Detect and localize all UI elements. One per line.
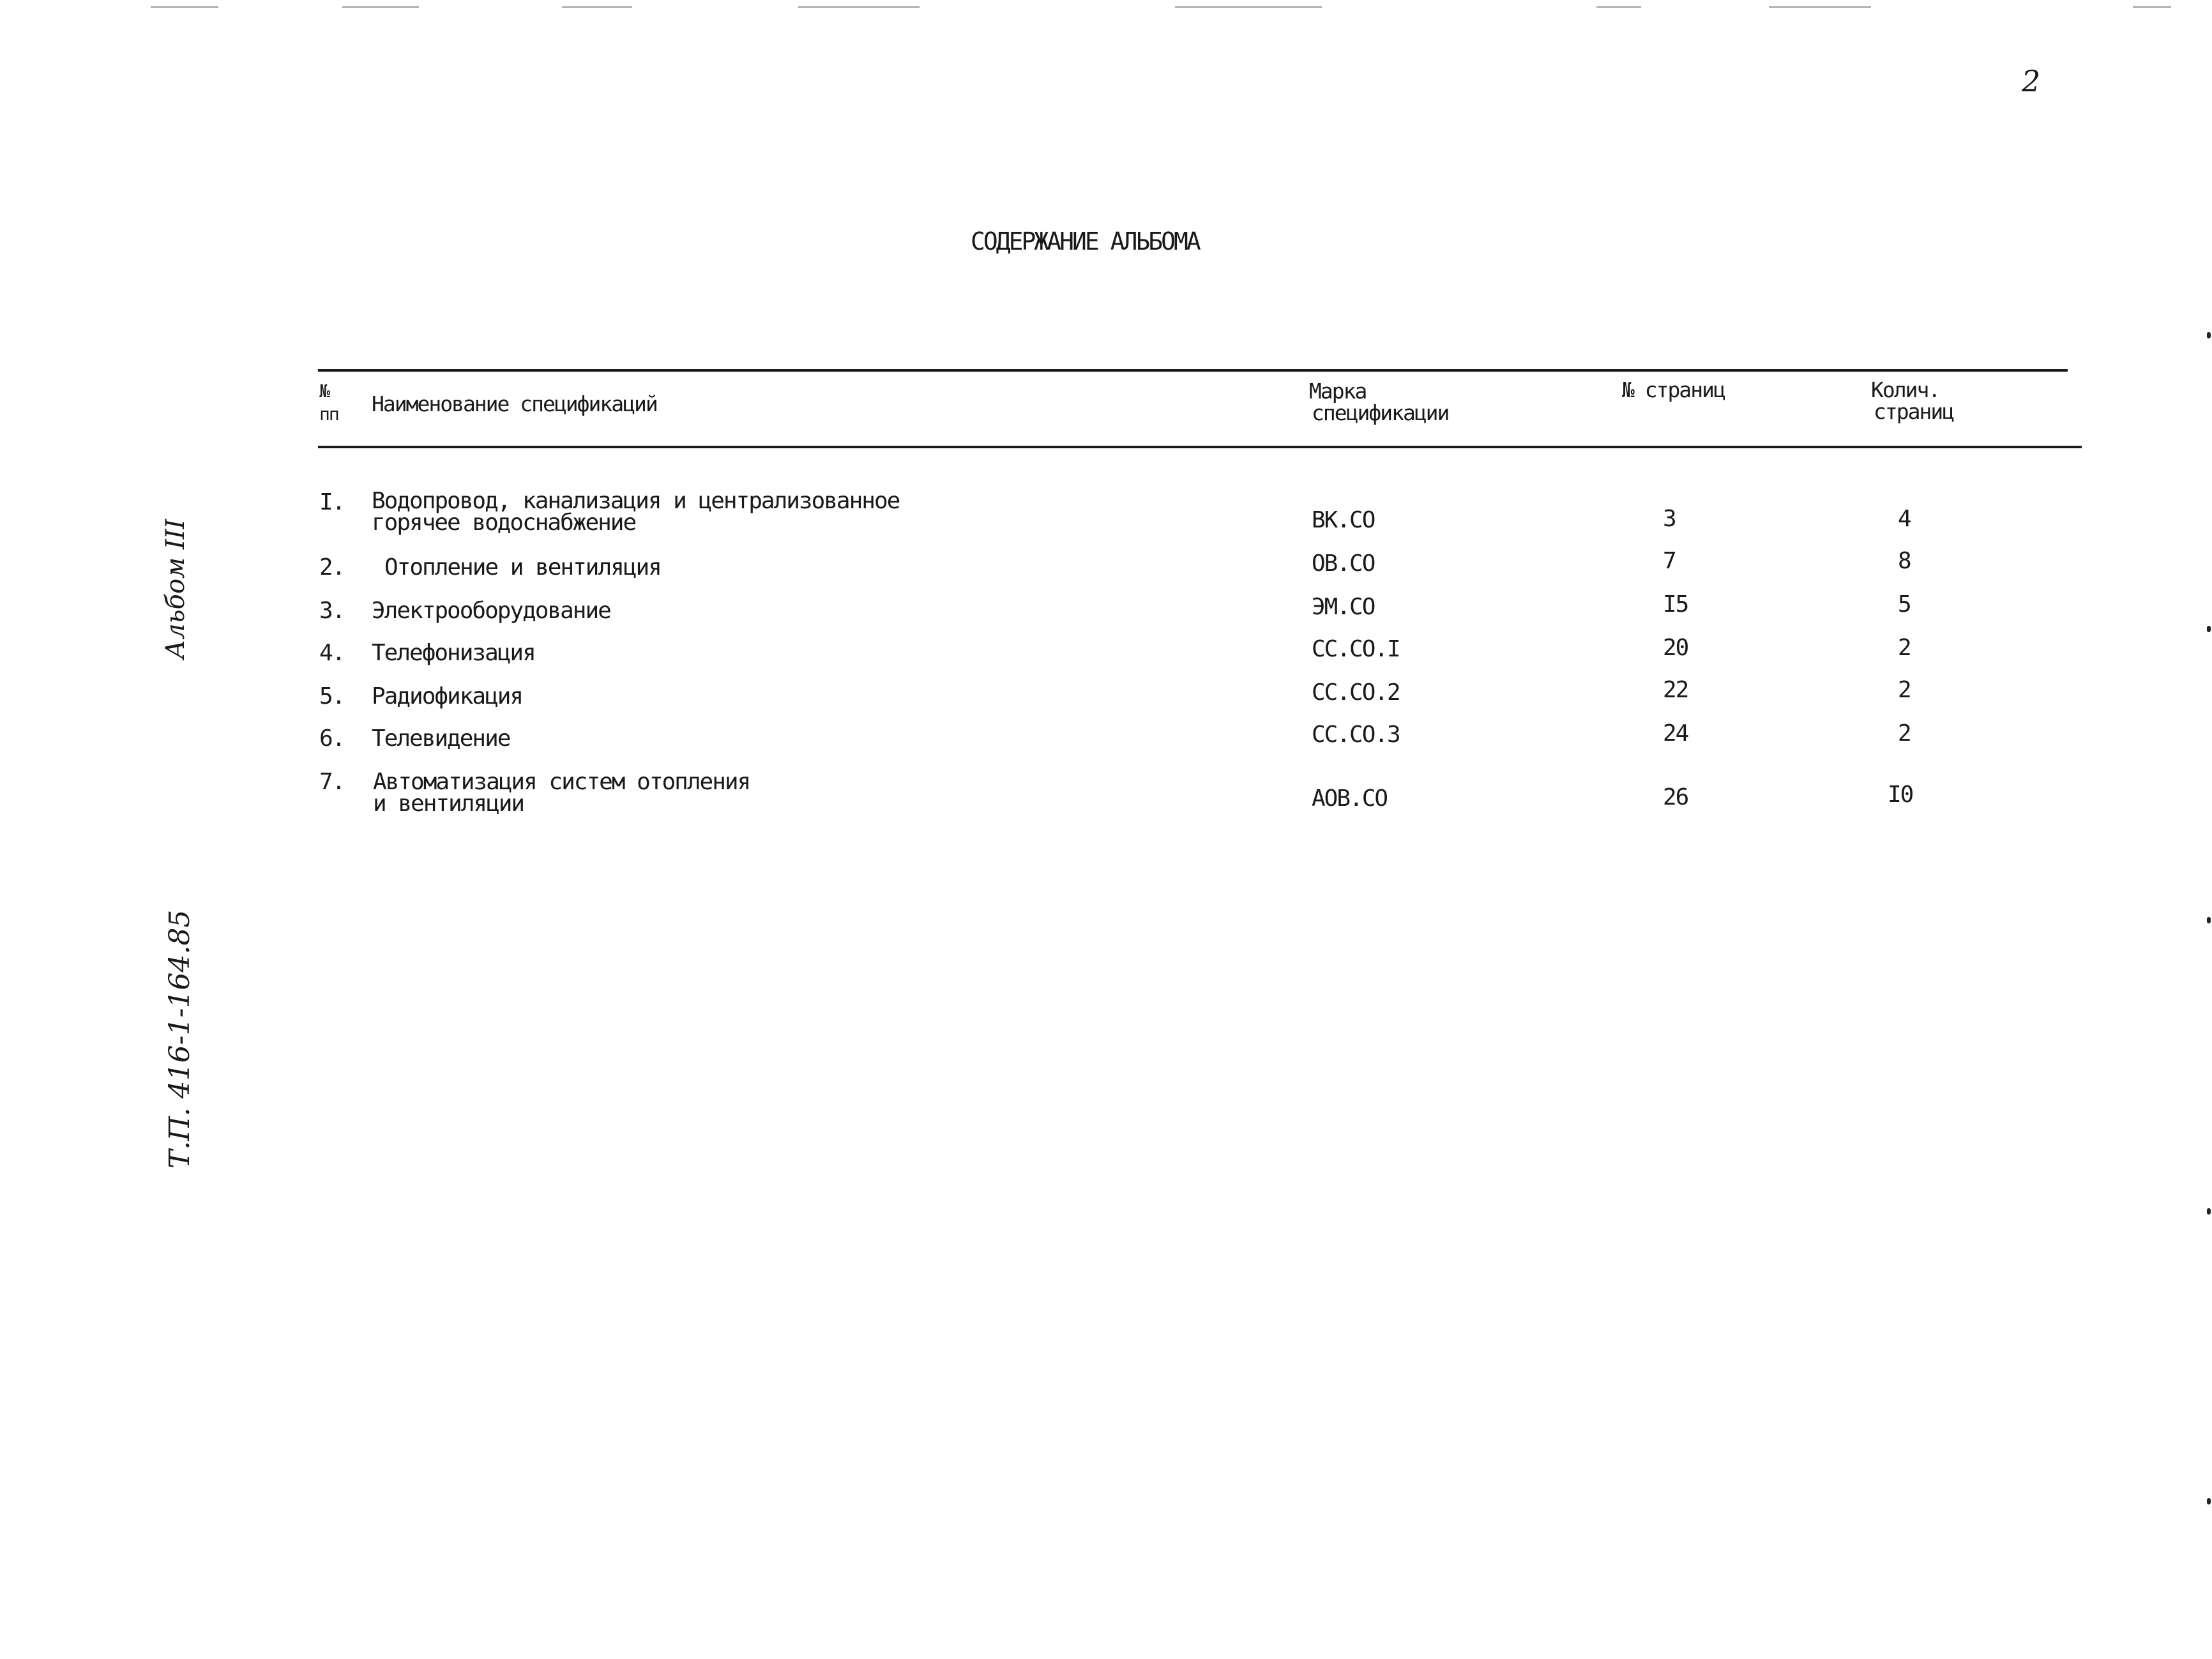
row-2-name: Отопление и вентиляция [384, 554, 661, 580]
row-2-count: 8 [1898, 548, 1911, 574]
row-6-num: 6. [319, 725, 345, 752]
scan-line [562, 6, 632, 8]
scan-line [151, 6, 218, 8]
scan-dot [2207, 626, 2211, 632]
row-3-pages: I5 [1663, 591, 1688, 617]
row-1-num: I. [319, 489, 345, 515]
header-mark-line2: спецификации [1312, 400, 1449, 425]
row-7-num: 7. [319, 769, 345, 795]
row-5-num: 5. [319, 683, 345, 709]
row-4-mark: СС.СО.I [1312, 636, 1400, 662]
scan-dot [2207, 1498, 2211, 1504]
table-header-rule [318, 446, 2082, 448]
header-count-line2: страниц [1874, 399, 1954, 424]
row-6-pages: 24 [1663, 720, 1688, 746]
row-1-count: 4 [1898, 506, 1911, 532]
header-pages: № страниц [1622, 377, 1725, 402]
row-7-name-line1: Автоматизация систем отопления [373, 769, 750, 795]
header-num-bottom: пп [319, 404, 338, 425]
row-1-name-line1: Водопровод, канализация и централизованное [372, 488, 900, 514]
row-6-count: 2 [1898, 720, 1911, 746]
margin-album-label: Альбом III [161, 519, 190, 659]
document-title: СОДЕРЖАНИЕ АЛЬБОМА [971, 227, 1199, 255]
row-4-pages: 20 [1663, 635, 1688, 661]
row-3-mark: ЭМ.СО [1312, 594, 1375, 620]
scan-line [798, 6, 920, 8]
row-7-name-line2: и вентиляции [373, 791, 524, 817]
row-4-count: 2 [1898, 635, 1911, 661]
row-4-num: 4. [319, 640, 345, 666]
scan-line [342, 6, 419, 8]
row-6-mark: СС.СО.3 [1312, 722, 1400, 748]
row-7-mark: АОВ.СО [1312, 785, 1388, 812]
scan-dot [2207, 917, 2211, 923]
row-7-pages: 26 [1663, 784, 1688, 810]
header-count-line1: Колич. [1871, 377, 1940, 402]
row-5-pages: 22 [1663, 677, 1688, 703]
row-1-pages: 3 [1663, 506, 1676, 532]
scan-dot [2207, 332, 2211, 338]
header-name: Наименование спецификаций [372, 391, 657, 416]
row-3-name: Электрооборудование [372, 598, 610, 624]
row-5-mark: СС.СО.2 [1312, 679, 1400, 706]
scan-line [1596, 6, 1641, 8]
row-2-pages: 7 [1663, 548, 1676, 574]
margin-project-label: Т.П. 416-1-164.85 [163, 909, 196, 1169]
row-1-name-line2: горячее водоснабжение [372, 510, 636, 536]
scan-line [2133, 6, 2171, 8]
page-number: 2 [2022, 64, 2041, 98]
row-2-num: 2. [319, 554, 345, 580]
row-7-count: I0 [1888, 782, 1913, 808]
row-6-name: Телевидение [372, 725, 510, 752]
scan-line [1175, 6, 1322, 8]
table-top-rule [318, 369, 2068, 372]
row-3-count: 5 [1898, 591, 1911, 617]
header-num-top: № [319, 381, 329, 402]
header-mark-line1: Марка [1309, 379, 1367, 404]
row-5-count: 2 [1898, 677, 1911, 703]
row-4-name: Телефонизация [372, 640, 535, 666]
row-2-mark: ОВ.СО [1312, 550, 1375, 577]
row-5-name: Радиофикация [372, 683, 523, 709]
row-1-mark: ВК.СО [1312, 507, 1375, 533]
scan-line [1769, 6, 1871, 8]
scan-dot [2207, 1208, 2211, 1215]
row-3-num: 3. [319, 598, 345, 624]
